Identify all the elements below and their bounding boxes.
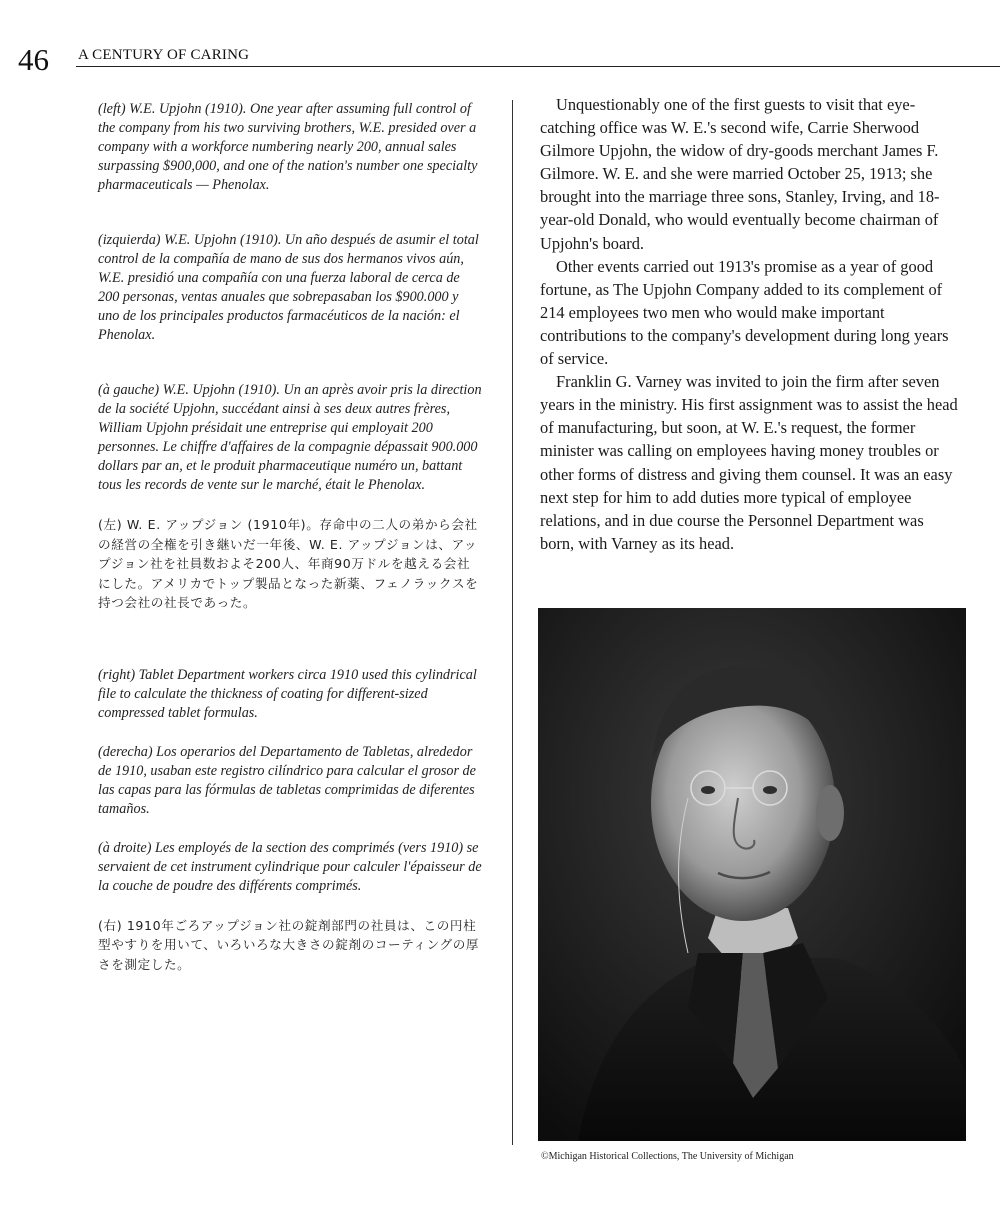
header-rule (76, 66, 1000, 67)
portrait-illustration (538, 608, 966, 1141)
body-paragraph: Franklin G. Varney was invited to join the firm after seven years in the ministry. His first assignment was to assist the head of manufacturing, but soon, at W. E.'s request, the former minister was calling on employees having money troubles or other forms of distress and giving them counsel. It was an easy next step for him to add duties more typical of employee relations, and in due course the Personnel Department was born, with Varney as its head. (540, 372, 958, 553)
caption-right-english: (right) Tablet Department workers circa 1910 used this cylindrical file to calculate the thickness of coating for different-sized compressed tablet formulas. (98, 666, 477, 721)
caption-column (98, 100, 483, 974)
page-header (0, 0, 1000, 80)
portrait-photo (538, 608, 966, 1141)
caption-right-french: (à droite) Les employés de la section des comprimés (vers 1910) se servaient de cet instrument cylindrique pour calculer l'épaisseur de la couche de poudre des différents comprimés. (98, 839, 482, 894)
body-paragraph: Unquestionably one of the first guests to visit that eye-catching office was W. E.'s second wife, Carrie Sherwood Gilmore Upjohn, the widow of dry-goods merchant James F. Gilmore. W. E. and she were married October 25, 1913; she brought into the marriage three sons, Stanley, Irving, and 18-year-old Donald, who would eventually become chairman of Upjohn's board. (540, 95, 940, 253)
caption-left-spanish: (izquierda) W.E. Upjohn (1910). Un año después de asumir el total control de la compañía de mano de sus dos hermanos vivos aún, W.E. presidió una compañía con una fuerza laboral de cerca de 200 personas, ventas anuales que sobrepasaban los $900.000 y uno de los principales productos farmacéuticos de la nación: el Phenolax. (98, 232, 479, 343)
running-title: A CENTURY OF CARING (78, 47, 250, 63)
body-paragraph: Other events carried out 1913's promise as a year of good fortune, as The Upjohn Company added to its complement of 214 employees two men who would make important contributions to the company's development during long years of service. (540, 256, 949, 369)
photo-credit: ©Michigan Historical Collections, The University of Michigan (541, 1151, 794, 1162)
caption-left-english: (left) W.E. Upjohn (1910). One year after assuming full control of the company from his two surviving brothers, W.E. presided over a company with a workforce numbering nearly 200, annual sales surpassing $900,000, and one of the nation's number one specialty pharmaceuticals — Phenolax. (98, 101, 478, 193)
caption-left-french: (à gauche) W.E. Upjohn (1910). Un an après avoir pris la direction de la société Upjohn, succédant ainsi à ses deux autres frères, William Upjohn présidait une entreprise qui employait 200 personnes. Le chiffre d'affaires de la compagnie dépassait 900.000 dollars par an, et le produit pharmaceutique numéro un, battant tous les records de vente sur le marché, était le Phenolax. (98, 382, 482, 493)
page-number: 46 (18, 42, 49, 77)
caption-right-spanish: (derecha) Los operarios del Departamento de Tabletas, alrededor de 1910, usaban este registro cilíndrico para calcular el grosor de las capas para las fórmulas de tabletas comprimidas de diferentes tamaños. (98, 743, 476, 817)
caption-left-japanese: (左) W. E. アップジョン (1910年)。存命中の二人の弟から会社の経営の全権を引き継いだ一年後、W. E. アップジョンは、アップジョン社を社員数およそ200人、年商90万ドルを越える会社にした。アメリカでトップ製品となった新薬、フェノラックスを持つ会社の社長であった。 (98, 517, 479, 610)
caption-right-japanese: (右) 1910年ごろアップジョン社の錠剤部門の社員は、この円柱型やすりを用いて、いろいろな大きさの錠剤のコーティングの厚さを測定した。 (98, 917, 480, 972)
body-column (540, 93, 960, 555)
column-divider (512, 100, 513, 1145)
